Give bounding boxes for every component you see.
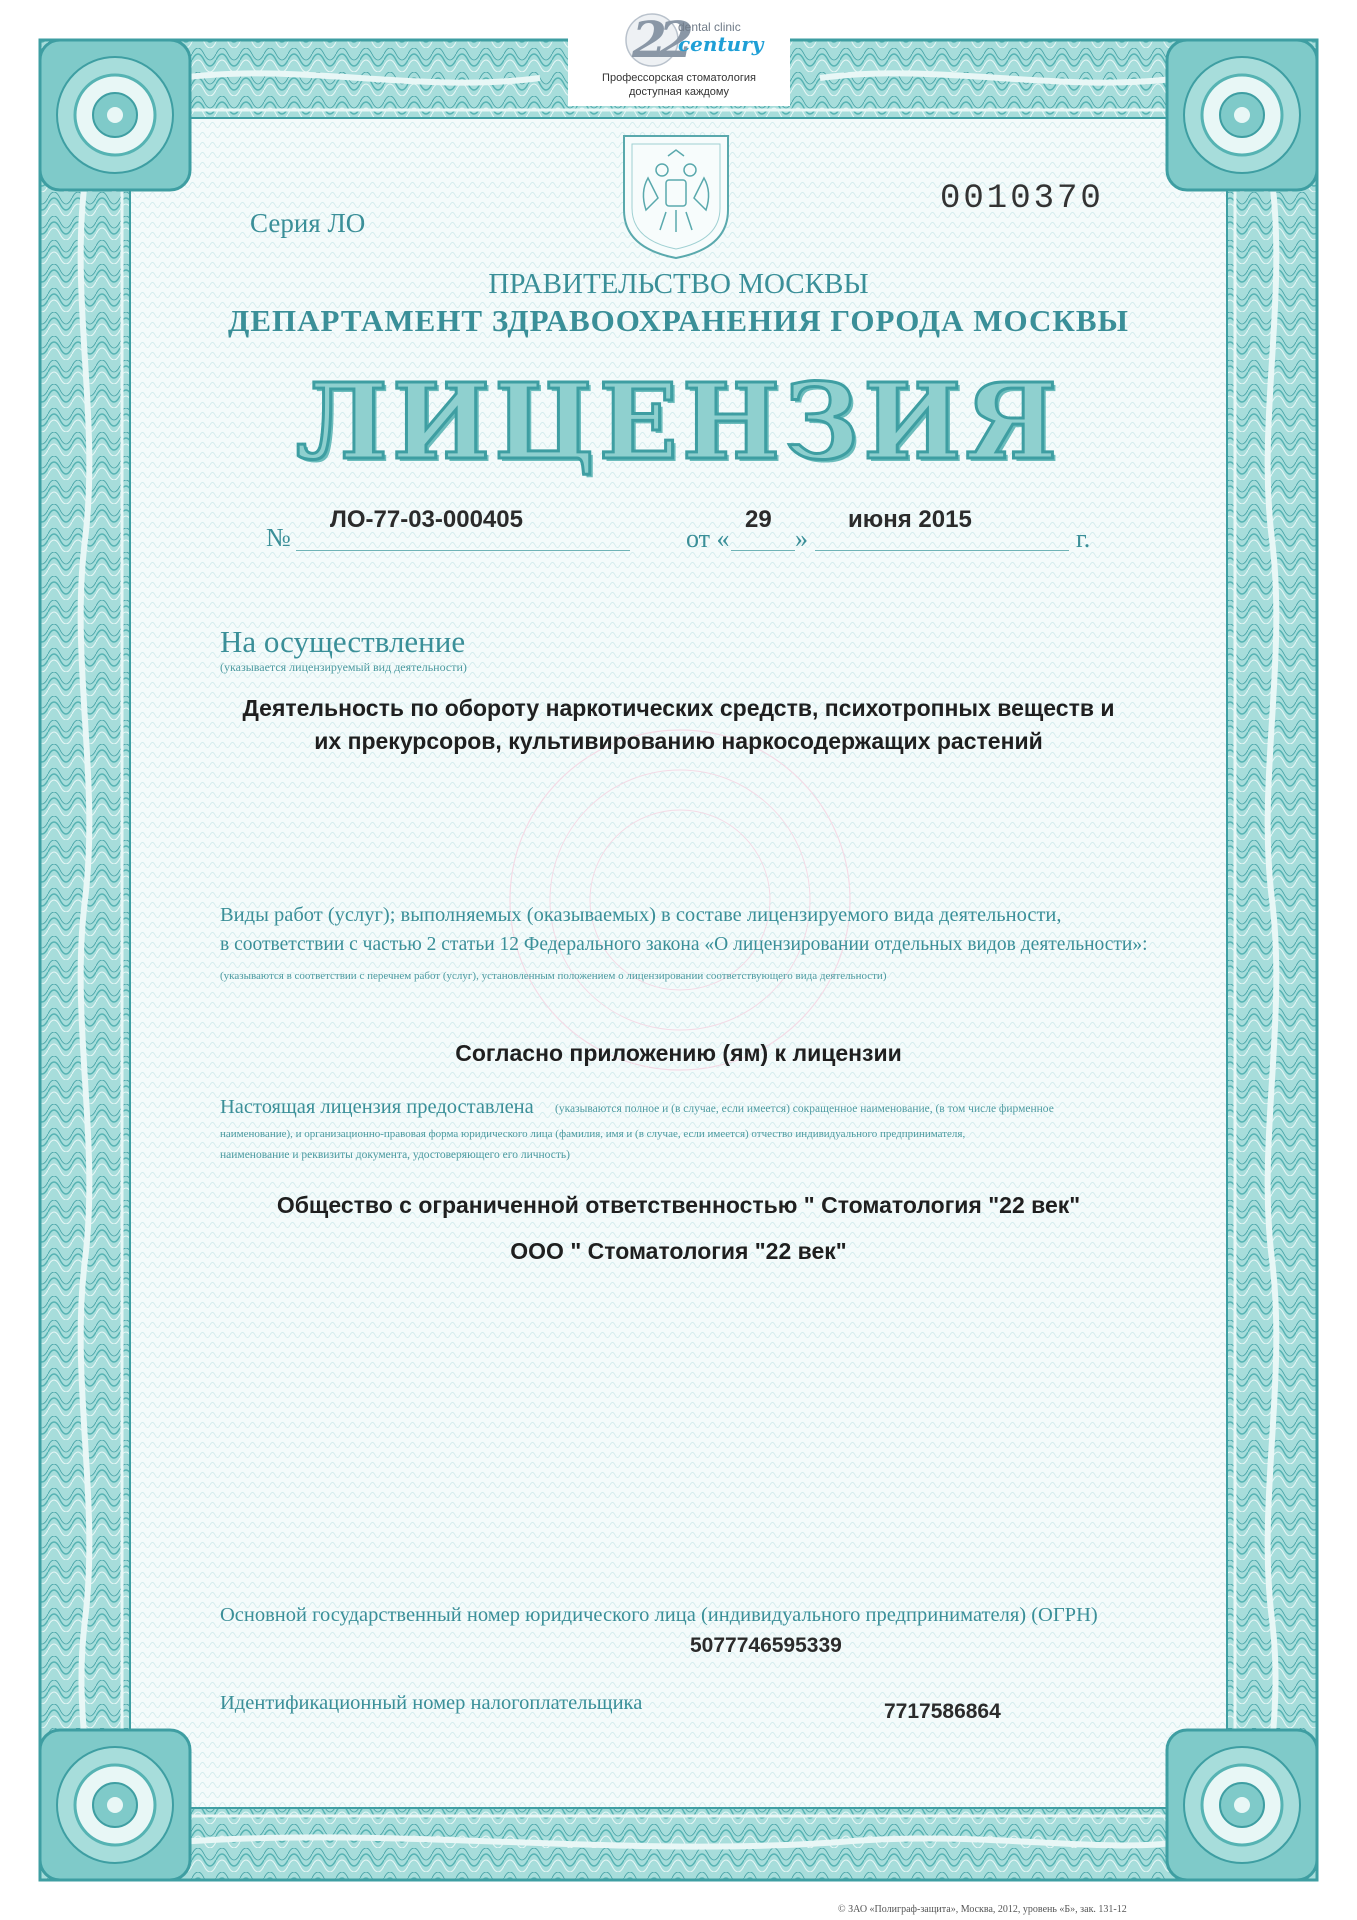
inn-value: 7717586864: [884, 1700, 1001, 1723]
services-line-2: в соответствии с частью 2 статьи 12 Федерального закона «О лицензировании отдельных видов деятельности»:: [220, 934, 1148, 955]
logo-clinic-text: dental clinic: [678, 20, 741, 34]
clinic-logo: [568, 6, 790, 106]
number-underline: [296, 550, 630, 551]
series-label: Серия ЛО: [250, 208, 366, 238]
licensee-hint-2: наименование), и организационно-правовая форма юридического лица (фамилия, имя и (в случае, если имеется) отчество индивидуального предпринимателя,: [220, 1128, 966, 1140]
corner-rosette-top-left: [30, 30, 200, 200]
services-hint: (указываются в соответствии с перечнем работ (услуг), установленным положением о лицензировании соответствующего вида деятельности): [220, 970, 887, 982]
licensee-hint-1: (указываются полное и (в случае, если имеется) сокращенное наименование, (в том числе фирменное: [555, 1103, 1054, 1115]
licensee-hint-3: наименование и реквизиты документа, удостоверяющего его личность): [220, 1149, 570, 1161]
license-day: 29: [745, 506, 772, 533]
license-month-year: июня 2015: [848, 506, 972, 533]
number-sign: №: [266, 523, 291, 552]
day-close: »: [795, 524, 808, 553]
services-value: Согласно приложению (ям) к лицензии: [455, 1040, 902, 1066]
department-title: ДЕПАРТАМЕНТ ЗДРАВООХРАНЕНИЯ ГОРОДА МОСКВЫ: [228, 303, 1129, 338]
services-line-1: Виды работ (услуг); выполняемых (оказываемых) в составе лицензируемого вида деятельности,: [220, 904, 1062, 926]
document-title: ЛИЦЕНЗИЯ: [295, 360, 1062, 483]
coat-of-arms-icon: [618, 130, 734, 262]
license-number: ЛО-77-03-000405: [330, 506, 523, 533]
logo-number: 22: [632, 10, 686, 69]
licensee-short-name: ООО " Стоматология "22 век": [510, 1238, 847, 1264]
licensee-label: Настоящая лицензия предоставлена: [220, 1096, 534, 1118]
logo-tagline-2: доступная каждому: [628, 86, 730, 98]
activity-line-2: их прекурсоров, культивированию наркосодержащих растений: [314, 728, 1043, 754]
licensee-full-name: Общество с ограниченной ответственностью " Стоматология "22 век": [276, 1192, 1081, 1218]
government-title: ПРАВИТЕЛЬСТВО МОСКВЫ: [488, 268, 869, 300]
activity-description: [150, 692, 1207, 758]
day-underline: [731, 550, 795, 551]
ogrn-value: 5077746595339: [690, 1634, 842, 1657]
corner-rosette-bottom-left: [30, 1720, 200, 1890]
date-prefix: от «: [686, 524, 730, 553]
serial-number: 0010370: [940, 180, 1104, 218]
inn-label: Идентификационный номер налогоплательщика: [220, 1692, 643, 1714]
logo-century-text: century: [678, 32, 764, 56]
year-suffix: г.: [1076, 524, 1091, 553]
activity-label: На осуществление: [220, 624, 466, 659]
activity-line-1: Деятельность по обороту наркотических средств, психотропных веществ и: [242, 695, 1115, 721]
ogrn-label: Основной государственный номер юридического лица (индивидуального предпринимателя) (ОГРН): [220, 1604, 1098, 1626]
logo-tagline-1: Профессорская стоматология: [602, 72, 756, 84]
corner-rosette-bottom-right: [1157, 1720, 1327, 1890]
corner-rosette-top-right: [1157, 30, 1327, 200]
month-underline: [815, 550, 1069, 551]
activity-hint: (указывается лицензируемый вид деятельности): [220, 660, 467, 674]
printer-imprint: © ЗАО «Полиграф-защита», Москва, 2012, уровень «Б», зак. 131-12: [838, 1904, 1127, 1915]
